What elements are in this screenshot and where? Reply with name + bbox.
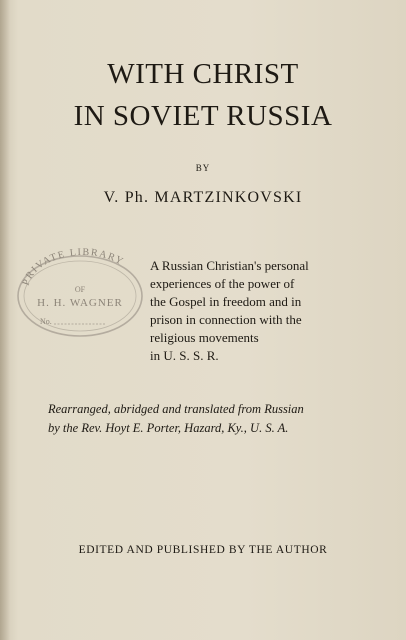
byline: BY — [195, 163, 211, 173]
stamp-of: OF — [74, 285, 86, 294]
description-line: prison in connection with the — [150, 312, 302, 327]
description-line: A Russian Christian's personal — [150, 258, 309, 273]
description-line: the Gospel in freedom and in — [150, 294, 302, 309]
library-stamp — [10, 244, 148, 340]
svg-text:PRIVATE LIBRARY — [21, 247, 126, 287]
stamp-owner: H. H. WAGNER — [37, 297, 123, 309]
description — [150, 257, 360, 365]
stamp-arc-text: PRIVATE LIBRARY — [20, 246, 126, 288]
translation-note-line: by the Rev. Hoyt E. Porter, Hazard, Ky., U. S. A. — [48, 421, 289, 435]
title-line-1: WITH CHRIST — [107, 58, 299, 90]
publisher-line: EDITED AND PUBLISHED BY THE AUTHOR — [78, 544, 328, 556]
author-name: V. Ph. MARTZINKOVSKI — [103, 189, 303, 206]
translation-note-line: Rearranged, abridged and translated from Russian — [48, 402, 304, 416]
stamp-number-label: No. — [40, 317, 52, 326]
description-line: religious movements — [150, 330, 259, 345]
title-line-2: IN SOVIET RUSSIA — [73, 100, 333, 132]
library-stamp-graphic — [10, 244, 148, 340]
translation-note — [48, 400, 368, 438]
description-line: experiences of the power of — [150, 276, 295, 291]
description-line: in U. S. S. R. — [150, 348, 219, 363]
